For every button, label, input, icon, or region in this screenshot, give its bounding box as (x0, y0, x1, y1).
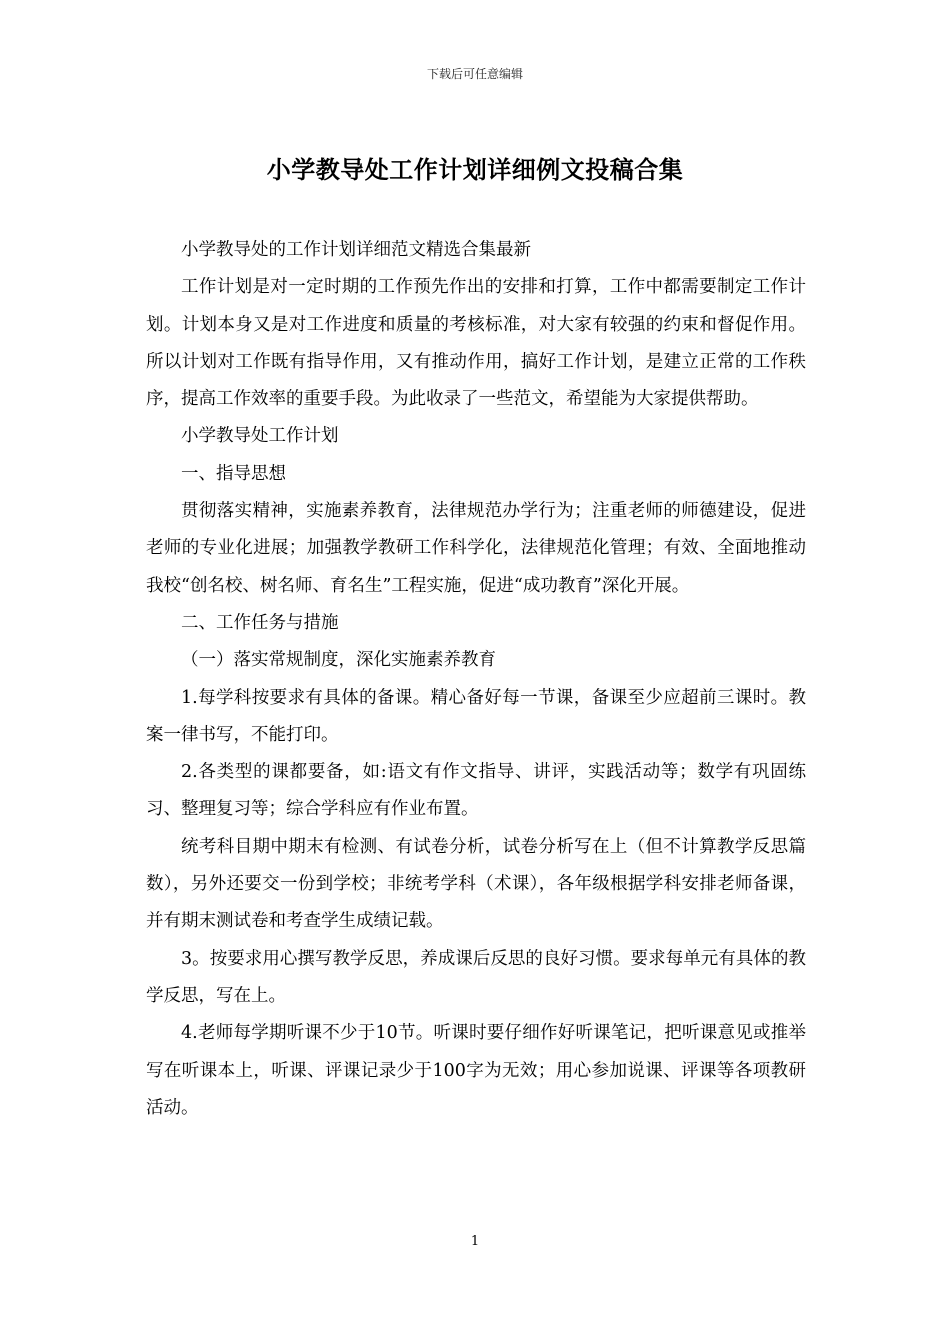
list-item-3: 3。按要求用心撰写教学反思，养成课后反思的良好习惯。要求每单元有具体的教学反思，写在上。 (146, 948, 806, 1006)
paragraph-exams: 统考科目期中期末有检测、有试卷分析，试卷分析写在上（但不计算教学反思篇数），另外还要交一份到学校；非统考学科（术课），各年级根据学科安排老师备课，并有期末测试卷和考查学生成绩记载。 (146, 836, 806, 932)
list-item-2: 2.各类型的课都要备，如:语文有作文指导、讲评，实践活动等；数学有巩固练习、整理复习等；综合学科应有作业布置。 (146, 762, 806, 820)
document-title: 小学教导处工作计划详细例文投稿合集 (266, 155, 684, 184)
document-body (146, 232, 806, 1127)
section-heading-guiding-ideology: 一、指导思想 (181, 463, 286, 484)
paragraph-plan-heading: 小学教导处工作计划 (181, 426, 339, 447)
page-number: 1 (470, 1234, 480, 1249)
paragraph-intro: 工作计划是对一定时期的工作预先作出的安排和打算，工作中都需要制定工作计划。计划本身又是对工作进度和质量的考核标准，对大家有较强的约束和督促作用。所以计划对工作既有指导作用，又有推动作用，搞好工作计划，是建立正常的工作秩序，提高工作效率的重要手段。为此收录了一些范文，希望能为大家提供帮助。 (146, 277, 806, 410)
header-note: 下载后可任意编辑 (426, 67, 523, 81)
list-item-1: 1.每学科按要求有具体的备课。精心备好每一节课，备课至少应超前三课时。教案一律书写，不能打印。 (146, 687, 806, 745)
subsection-heading-routine: （一）落实常规制度，深化实施素养教育 (181, 650, 496, 671)
section-heading-tasks-measures: 二、工作任务与措施 (181, 612, 339, 633)
paragraph-subtitle: 小学教导处的工作计划详细范文精选合集最新 (181, 240, 531, 260)
paragraph-guiding-ideology: 贯彻落实精神，实施素养教育，法律规范办学行为；注重老师的师德建设，促进老师的专业化进展；加强教学教研工作科学化，法律规范化管理；有效、全面地推动我校“创名校、树名师、育名生”工程实施，促进“成功教育”深化开展。 (146, 501, 806, 596)
list-item-4: 4.老师每学期听课不少于10节。听课时要仔细作好听课笔记，把听课意见或推举写在听课本上，听课、评课记录少于100字为无效；用心参加说课、评课等各项教研活动。 (146, 1023, 806, 1118)
